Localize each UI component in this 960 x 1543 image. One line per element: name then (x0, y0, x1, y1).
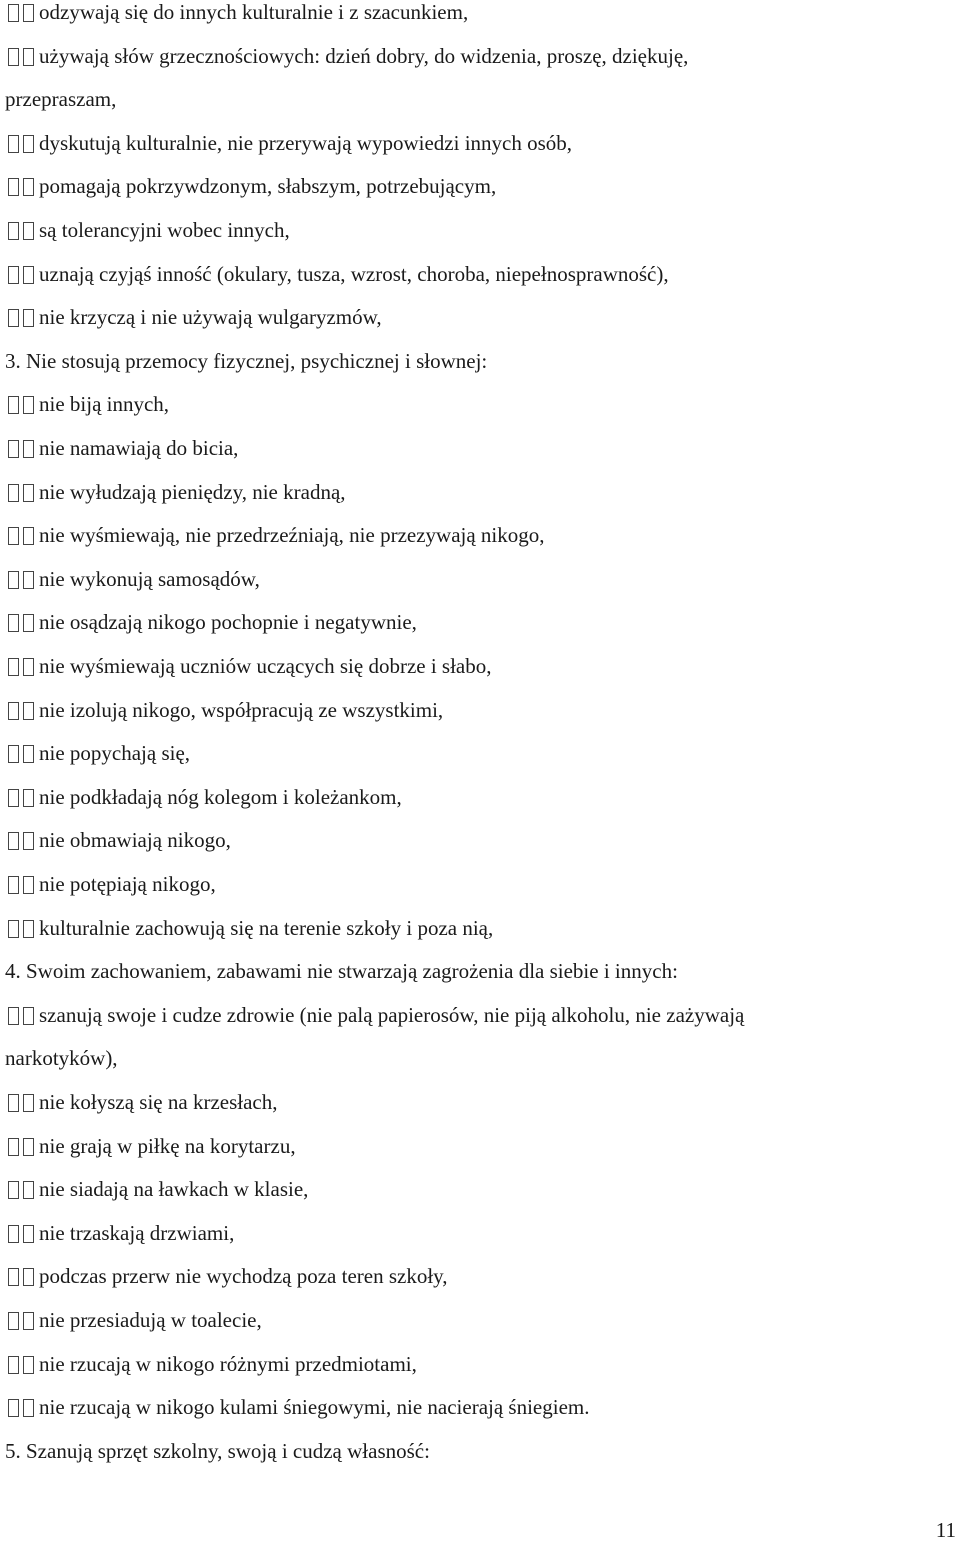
line-text: nie grają w piłkę na korytarzu, (39, 1133, 296, 1158)
list-item (8, 1001, 920, 1032)
list-item (8, 1393, 920, 1424)
bullet-box-icon (8, 1222, 38, 1250)
line-text: narkotyków), (5, 1046, 118, 1071)
section-heading (5, 1437, 920, 1465)
bullet-box-icon (8, 132, 38, 160)
line-text: 4. Swoim zachowaniem, zabawami nie stwarzają zagrożenia dla siebie i innych: (5, 959, 678, 984)
line-text: nie rzucają w nikogo różnymi przedmiotami, (39, 1351, 417, 1376)
list-item (8, 0, 920, 29)
line-text: dyskutują kulturalnie, nie przerywają wypowiedzi innych osób, (39, 130, 573, 155)
line-text: nie siadają na ławkach w klasie, (39, 1177, 309, 1202)
list-item (8, 914, 920, 945)
bullet-box-icon (8, 786, 38, 814)
line-text: nie biją innych, (39, 392, 170, 417)
list-item-continuation (5, 85, 920, 113)
list-item (8, 1306, 920, 1337)
bullet-box-icon (8, 873, 38, 901)
list-item (8, 1132, 920, 1163)
line-text: nie popychają się, (39, 741, 191, 766)
bullet-box-icon (8, 1178, 38, 1206)
line-text: 5. Szanują sprzęt szkolny, swoją i cudzą własność: (5, 1438, 430, 1463)
line-text: nie przesiadują w toalecie, (39, 1308, 262, 1332)
line-text: nie izolują nikogo, współpracują ze wszystkimi, (39, 697, 444, 722)
line-text: szanują swoje i cudze zdrowie (nie palą papierosów, nie piją alkoholu, nie zażywają (39, 1002, 745, 1027)
line-text: nie potępiają nikogo, (39, 872, 216, 896)
line-text: uznają czyjąś inność (okulary, tusza, wzrost, choroba, niepełnosprawność), (39, 261, 669, 286)
list-item (8, 521, 920, 552)
line-text: nie krzyczą i nie używają wulgaryzmów, (39, 305, 382, 330)
bullet-box-icon (8, 699, 38, 727)
list-item (8, 390, 920, 421)
line-text: nie wykonują samosądów, (39, 566, 260, 591)
list-item (8, 1088, 920, 1119)
list-item (8, 260, 920, 291)
line-text: podczas przerw nie wychodzą poza teren szkoły, (39, 1264, 448, 1289)
list-item (8, 783, 920, 814)
bullet-box-icon (8, 568, 38, 596)
list-item (8, 826, 920, 857)
bullet-box-icon (8, 45, 38, 73)
line-text: nie namawiają do bicia, (39, 436, 239, 460)
line-text: pomagają pokrzywdzonym, słabszym, potrzebującym, (39, 174, 497, 199)
bullet-box-icon (8, 1265, 38, 1293)
bullet-box-icon (8, 524, 38, 552)
line-text: używają słów grzecznościowych: dzień dobry, do widzenia, proszę, dziękuję, (39, 43, 689, 68)
line-text: kulturalnie zachowują się na terenie szkoły i poza nią, (39, 915, 494, 940)
bullet-box-icon (8, 481, 38, 509)
bullet-box-icon (8, 1353, 38, 1381)
line-text: nie osądzają nikogo pochopnie i negatywnie, (39, 610, 417, 635)
list-item (8, 478, 920, 509)
line-text: nie kołyszą się na krzesłach, (39, 1090, 278, 1114)
list-item (8, 129, 920, 160)
bullet-box-icon (8, 829, 38, 857)
bullet-box-icon (8, 263, 38, 291)
line-text: nie podkładają nóg kolegom i koleżankom, (39, 784, 402, 809)
bullet-box-icon (8, 655, 38, 683)
bullet-box-icon (8, 1309, 38, 1337)
bullet-box-icon (8, 1091, 38, 1119)
line-text: nie wyśmiewają, nie przedrzeźniają, nie przezywają nikogo, (39, 523, 545, 548)
bullet-box-icon (8, 1, 38, 29)
line-text: odzywają się do innych kulturalnie i z szacunkiem, (39, 0, 469, 24)
list-item (8, 1175, 920, 1206)
list-item (8, 1350, 920, 1381)
bullet-box-icon (8, 1135, 38, 1163)
list-item (8, 870, 920, 901)
list-item-continuation (5, 1044, 920, 1072)
bullet-box-icon (8, 437, 38, 465)
page-number: 11 (935, 1518, 956, 1542)
list-item (8, 1219, 920, 1250)
list-item (8, 1262, 920, 1293)
line-text: nie wyśmiewają uczniów uczących się dobrze i słabo, (39, 654, 492, 678)
bullet-box-icon (8, 611, 38, 639)
line-text: przepraszam, (5, 87, 117, 112)
list-item (8, 303, 920, 334)
bullet-box-icon (8, 219, 38, 247)
list-item (8, 172, 920, 203)
bullet-box-icon (8, 306, 38, 334)
list-item (8, 652, 920, 683)
list-item (8, 42, 920, 73)
list-item (8, 216, 920, 247)
bullet-box-icon (8, 393, 38, 421)
list-item (8, 608, 920, 639)
line-text: nie rzucają w nikogo kulami śniegowymi, nie nacierają śniegiem. (39, 1395, 590, 1420)
bullet-box-icon (8, 742, 38, 770)
list-item (8, 565, 920, 596)
list-item (8, 739, 920, 770)
line-text: nie obmawiają nikogo, (39, 828, 231, 853)
line-text: nie trzaskają drzwiami, (39, 1220, 235, 1245)
line-text: nie wyłudzają pieniędzy, nie kradną, (39, 479, 346, 504)
bullet-box-icon (8, 1004, 38, 1032)
line-text: 3. Nie stosują przemocy fizycznej, psychicznej i słownej: (5, 348, 488, 373)
bullet-box-icon (8, 1396, 38, 1424)
list-item (8, 696, 920, 727)
line-text: są tolerancyjni wobec innych, (39, 218, 290, 242)
bullet-box-icon (8, 917, 38, 945)
section-heading (5, 957, 920, 985)
list-item (8, 434, 920, 465)
section-heading (5, 347, 920, 375)
bullet-box-icon (8, 175, 38, 203)
